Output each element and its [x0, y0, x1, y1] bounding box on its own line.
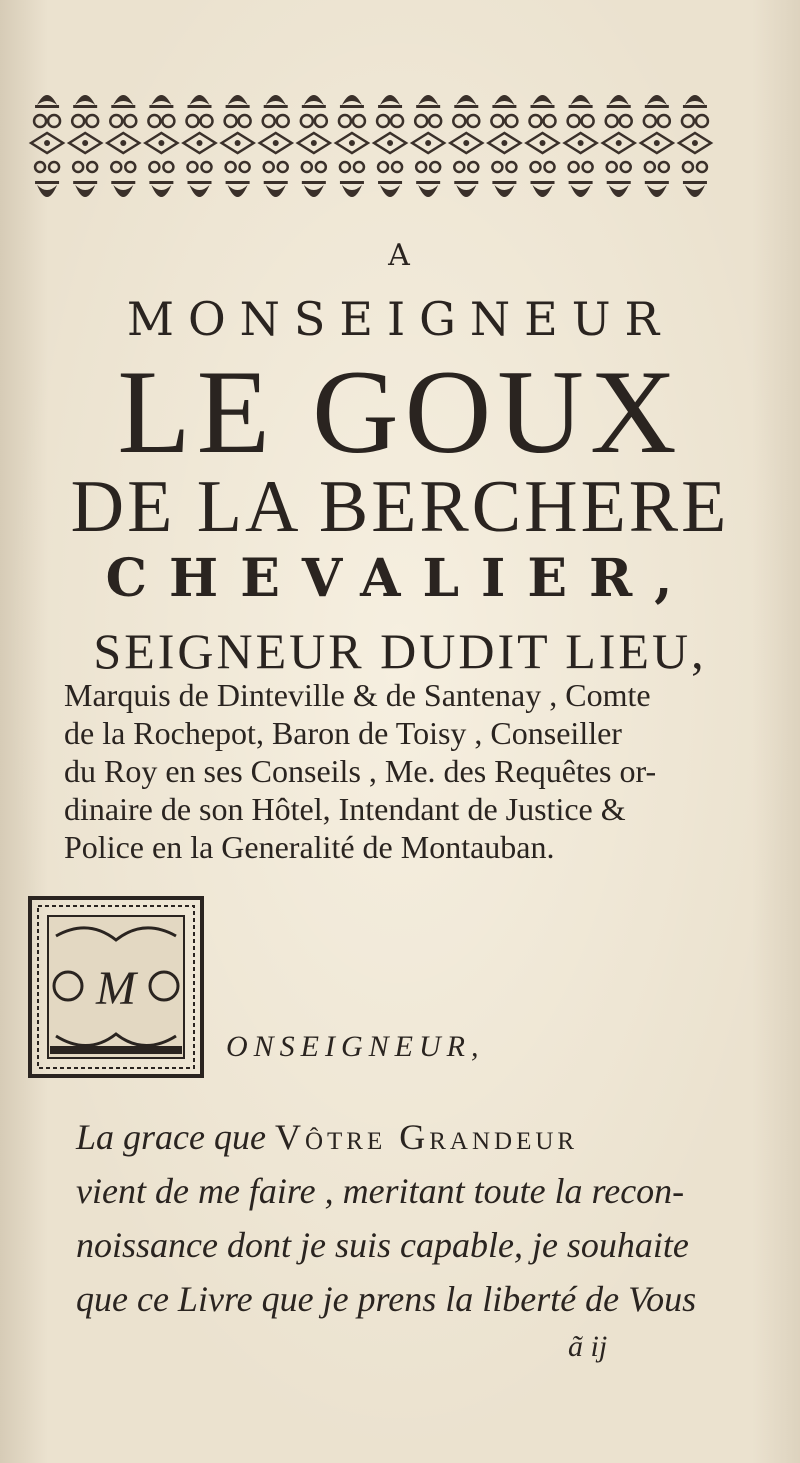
fleuron-mark — [607, 105, 631, 108]
fleuron-mark — [492, 105, 516, 108]
fleuron-mark — [149, 181, 173, 184]
fleuron-mark — [683, 181, 707, 184]
fleuron-mark — [340, 181, 364, 184]
fleuron-mark — [578, 140, 584, 146]
fleuron-mark — [456, 185, 476, 197]
fleuron-mark — [644, 115, 656, 127]
fleuron-mark — [34, 115, 46, 127]
fleuron-mark — [647, 95, 667, 105]
dedication-to: A — [388, 238, 412, 273]
fleuron-mark — [607, 162, 617, 172]
titles-line: Police en la Generalité de Montauban. — [64, 829, 555, 865]
fleuron-mark — [201, 115, 213, 127]
fleuron-mark — [73, 162, 83, 172]
fleuron-mark — [311, 140, 317, 146]
fleuron-mark — [658, 115, 670, 127]
fleuron-mark — [73, 181, 97, 184]
monseigneur-heading: MONSEIGNEUR — [126, 292, 674, 346]
fleuron-mark — [342, 95, 362, 105]
fleuron-mark — [125, 162, 135, 172]
fleuron-mark — [239, 115, 251, 127]
body-smallcaps: Vôtre Grandeur — [274, 1117, 579, 1157]
fleuron-mark — [302, 105, 326, 108]
title-seigneur: SEIGNEUR DUDIT LIEU, — [93, 623, 707, 679]
fleuron-mark — [378, 105, 402, 108]
body-line-2: vient de me faire , meritant toute la recon- — [76, 1171, 685, 1211]
fleuron-mark — [620, 115, 632, 127]
fleuron-mark — [225, 115, 237, 127]
fleuron-mark — [240, 162, 250, 172]
decorated-initial — [28, 896, 204, 1078]
body-italic: La grace que — [76, 1117, 266, 1157]
fleuron-mark — [416, 181, 440, 184]
fleuron-mark — [456, 95, 476, 105]
titles-line: de la Rochepot, Baron de Toisy , Conseiller — [64, 715, 622, 751]
fleuron-mark — [569, 162, 579, 172]
salutation: ONSEIGNEUR, — [226, 1030, 485, 1063]
fleuron-mark — [263, 115, 275, 127]
fleuron-mark — [609, 185, 629, 197]
fleuron-mark — [697, 162, 707, 172]
fleuron-mark — [339, 115, 351, 127]
fleuron-mark — [621, 162, 631, 172]
fleuron-mark — [235, 140, 241, 146]
fleuron-mark — [37, 95, 57, 105]
titles-line: du Roy en ses Conseils , Me. des Requêtes or- — [64, 753, 657, 789]
fleuron-mark — [188, 105, 212, 108]
fleuron-mark — [683, 162, 693, 172]
fleuron-mark — [491, 115, 503, 127]
fleuron-mark — [226, 162, 236, 172]
fleuron-mark — [187, 115, 199, 127]
fleuron-mark — [48, 115, 60, 127]
fleuron-mark — [377, 115, 389, 127]
fleuron-mark — [569, 181, 593, 184]
fleuron-mark — [692, 140, 698, 146]
initial-letter: M — [96, 962, 136, 1015]
fleuron-mark — [87, 162, 97, 172]
fleuron-mark — [148, 115, 160, 127]
fleuron-mark — [151, 185, 171, 197]
fleuron-mark — [75, 185, 95, 197]
fleuron-mark — [544, 115, 556, 127]
fleuron-mark — [124, 115, 136, 127]
fleuron-mark — [378, 162, 388, 172]
fleuron-mark — [120, 140, 126, 146]
fleuron-mark — [682, 115, 694, 127]
fleuron-mark — [273, 140, 279, 146]
fleuron-mark — [190, 95, 210, 105]
fleuron-mark — [645, 181, 669, 184]
title-chevalier: CHEVALIER, — [105, 548, 695, 609]
fleuron-mark — [264, 162, 274, 172]
fleuron-mark — [86, 115, 98, 127]
fleuron-mark — [49, 162, 59, 172]
fleuron-mark — [609, 95, 629, 105]
fleuron-mark — [685, 185, 705, 197]
fleuron-mark — [378, 181, 402, 184]
fleuron-mark — [353, 115, 365, 127]
fleuron-mark — [228, 185, 248, 197]
body-line-3: noissance dont je suis capable, je souhaite — [76, 1225, 689, 1265]
fleuron-mark — [301, 115, 313, 127]
fleuron-mark — [453, 115, 465, 127]
fleuron-mark — [425, 140, 431, 146]
fleuron-mark — [278, 162, 288, 172]
fleuron-mark — [492, 181, 516, 184]
fleuron-mark — [302, 181, 326, 184]
fleuron-mark — [264, 105, 288, 108]
fleuron-mark — [35, 162, 45, 172]
fleuron-mark — [645, 105, 669, 108]
signature-mark: ã ij — [568, 1330, 608, 1363]
fleuron-mark — [387, 140, 393, 146]
fleuron-mark — [266, 95, 286, 105]
fleuron-mark — [226, 105, 250, 108]
dedication-body — [76, 1110, 756, 1326]
fleuron-mark — [162, 115, 174, 127]
fleuron-mark — [659, 162, 669, 172]
fleuron-mark — [647, 185, 667, 197]
fleuron-mark — [654, 140, 660, 146]
fleuron-mark — [202, 162, 212, 172]
fleuron-mark — [415, 115, 427, 127]
fleuron-mark — [304, 95, 324, 105]
fleuron-mark — [391, 115, 403, 127]
fleuron-mark — [683, 105, 707, 108]
fleuron-mark — [501, 140, 507, 146]
fleuron-mark — [110, 115, 122, 127]
fleuron-mark — [158, 140, 164, 146]
fleuron-mark — [228, 95, 248, 105]
fleuron-mark — [75, 95, 95, 105]
name-de-la-berchere: DE LA BERCHERE — [70, 466, 730, 548]
fleuron-mark — [113, 95, 133, 105]
fleuron-mark — [430, 162, 440, 172]
ornamental-headpiece — [28, 85, 714, 213]
fleuron-mark — [540, 140, 546, 146]
fleuron-mark — [506, 162, 516, 172]
fleuron-mark — [149, 162, 159, 172]
fleuron-mark — [188, 162, 198, 172]
fleuron-mark — [416, 105, 440, 108]
fleuron-mark — [354, 162, 364, 172]
fleuron-mark — [163, 162, 173, 172]
fleuron-mark — [44, 140, 50, 146]
fleuron-mark — [531, 105, 555, 108]
fleuron-mark — [463, 140, 469, 146]
fleuron-mark — [429, 115, 441, 127]
fleuron-mark — [82, 140, 88, 146]
fleuron-mark — [190, 185, 210, 197]
fleuron-mark — [582, 115, 594, 127]
fleuron-mark — [340, 105, 364, 108]
fleuron-mark — [494, 95, 514, 105]
name-le-goux: LE GOUX — [117, 345, 683, 478]
fleuron-mark — [454, 105, 478, 108]
fleuron-mark — [607, 181, 631, 184]
fleuron-mark — [533, 185, 553, 197]
fleuron-mark — [416, 162, 426, 172]
fleuron-mark — [492, 162, 502, 172]
body-line-1 — [76, 1110, 756, 1164]
fleuron-mark — [685, 95, 705, 105]
fleuron-mark — [111, 162, 121, 172]
fleuron-mark — [467, 115, 479, 127]
fleuron-mark — [531, 181, 555, 184]
fleuron-mark — [606, 115, 618, 127]
fleuron-mark — [530, 115, 542, 127]
fleuron-mark — [73, 105, 97, 108]
fleuron-mark — [266, 185, 286, 197]
fleuron-mark — [454, 181, 478, 184]
fleuron-mark — [113, 185, 133, 197]
body-line-4: que ce Livre que je prens la liberté de Vous — [76, 1279, 697, 1319]
titles-line: dinaire de son Hôtel, Intendant de Justice & — [64, 791, 626, 827]
fleuron-mark — [392, 162, 402, 172]
fleuron-mark — [72, 115, 84, 127]
fleuron-mark — [616, 140, 622, 146]
fleuron-mark — [316, 162, 326, 172]
fleuron-mark — [571, 185, 591, 197]
fleuron-mark — [531, 162, 541, 172]
fleuron-mark — [380, 185, 400, 197]
fleuron-mark — [418, 95, 438, 105]
fleuron-mark — [304, 185, 324, 197]
fleuron-mark — [568, 115, 580, 127]
fleuron-mark — [533, 95, 553, 105]
fleuron-mark — [226, 181, 250, 184]
fleuron-mark — [494, 185, 514, 197]
fleuron-mark — [454, 162, 464, 172]
fleuron-mark — [149, 105, 173, 108]
fleuron-mark — [197, 140, 203, 146]
fleuron-mark — [545, 162, 555, 172]
fleuron-mark — [468, 162, 478, 172]
fleuron-mark — [151, 95, 171, 105]
fleuron-mark — [342, 185, 362, 197]
fleuron-mark — [37, 185, 57, 197]
fleuron-mark — [188, 181, 212, 184]
fleuron-mark — [418, 185, 438, 197]
fleuron-mark — [505, 115, 517, 127]
fleuron-mark — [380, 95, 400, 105]
titles-paragraph — [64, 676, 744, 866]
fleuron-mark — [571, 95, 591, 105]
fleuron-mark — [645, 162, 655, 172]
fleuron-mark — [35, 105, 59, 108]
titles-line: Marquis de Dinteville & de Santenay , Comte — [64, 677, 651, 713]
fleuron-mark — [111, 105, 135, 108]
fleuron-mark — [349, 140, 355, 146]
fleuron-mark — [696, 115, 708, 127]
fleuron-mark — [340, 162, 350, 172]
fleuron-mark — [302, 162, 312, 172]
fleuron-mark — [264, 181, 288, 184]
fleuron-mark — [583, 162, 593, 172]
fleuron-mark — [277, 115, 289, 127]
fleuron-mark — [315, 115, 327, 127]
fleuron-mark — [35, 181, 59, 184]
fleuron-mark — [569, 105, 593, 108]
fleuron-mark — [111, 181, 135, 184]
